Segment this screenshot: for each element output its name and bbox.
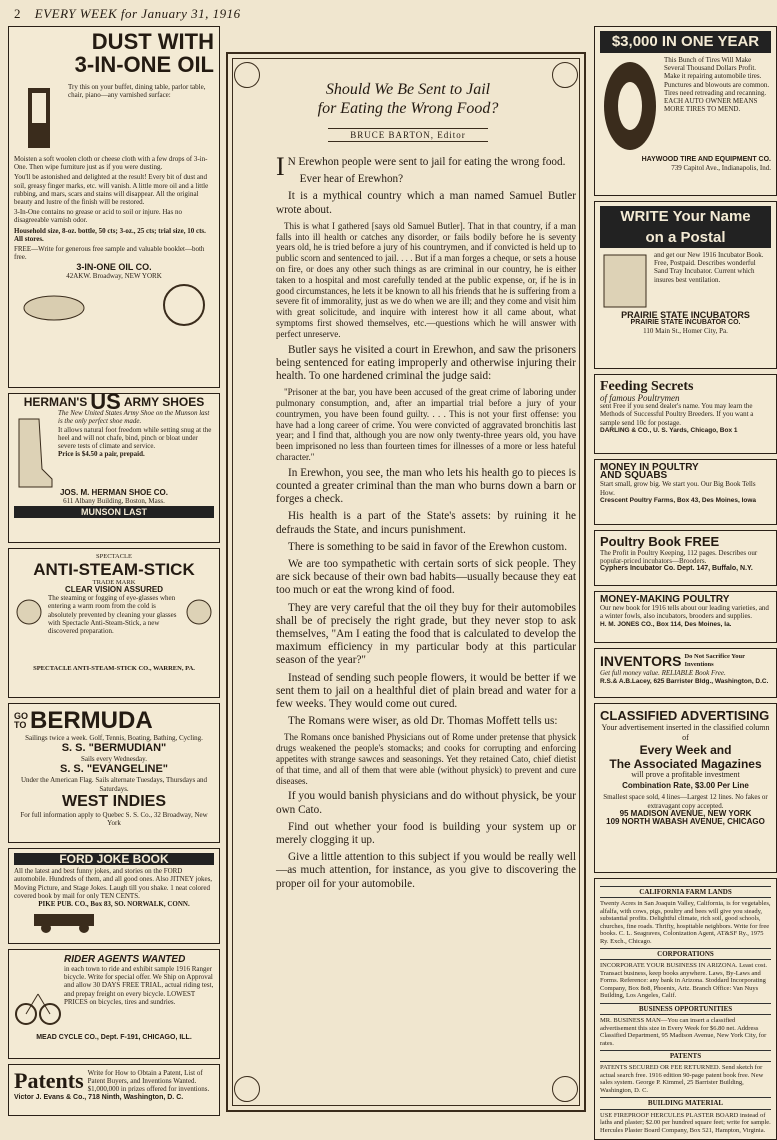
stick-headline: ANTI-STEAM-STICK bbox=[33, 559, 195, 579]
west-indies-headline: WEST INDIES bbox=[61, 792, 166, 810]
ad-classified bbox=[594, 703, 777, 873]
money-headline-2: AND SQUABS bbox=[600, 470, 668, 482]
rider-text: in each town to ride and exhibit sample 1916 Ranger bicycle. Write for special offer. We Ship on Approval and allow 30 DAYS FREE TRIAL, actual riding test, and prepay freight on every bicycle. LOWEST PRICES on bicycles, tires and sundries. bbox=[64, 965, 214, 1006]
hand-bottle-icon bbox=[14, 83, 64, 153]
shoes-headline-1: HERMAN'S bbox=[23, 395, 88, 409]
tires-company: HAYWOOD TIRE AND EQUIPMENT CO. bbox=[641, 156, 771, 163]
article-paragraph: They are very careful that the oil they buy for their automobiles shall be of precisely the right grade, but they never stop to ask themselves, "Am I eating the food that is calculated to develop the maximum efficiency in my particular body at this particular season of the year?" bbox=[276, 601, 576, 667]
article-title-line-1: Should We Be Sent to Jail bbox=[325, 81, 491, 98]
listing-heading: PATENTS bbox=[600, 1050, 771, 1062]
article-quote: "Prisoner at the bar, you have been accused of the great crime of laboring under pulmonary consumption, and, after an impartial trial before a jury of your countrymen, you have been found guilty. . . . This is not your first offense: you have had a long career of crime. You were convicted of aggravated bronchitis last year; and I find that, although you are now only twenty-three years old, you have been imprisoned no less than fourteen times for illnesses of a more or less hateful character." bbox=[276, 387, 576, 462]
tires-text: This Bunch of Tires Will Make Several Thousand Dollars Profit. Make it repairing automobile tires. Punctures and blowouts are common. Tires need retreading and recanning. EACH AUTO OWNER MEANS MORE TIRES TO MEND. bbox=[664, 56, 770, 114]
listing-text: USE FIREPROOF HERCULES PLASTER BOARD instead of laths and plaster; $2.00 per hundred square feet; write for sample. Hercules Plaster Board Company, Box 521, Hampton, Virginia. bbox=[600, 1111, 771, 1134]
patents-company: Victor J. Evans & Co., 718 Ninth, Washington, D. C. bbox=[14, 1093, 184, 1101]
bermuda-text-2: For full information apply to Quebec S. S. Co., 32 Broadway, New York bbox=[20, 810, 208, 828]
poultrybook-headline: Poultry Book FREE bbox=[600, 534, 720, 549]
article-paragraph: His health is a part of the State's assets: by ruining it he defrauds the State, and incurs punishment. bbox=[276, 510, 576, 536]
money-headline-1: MONEY IN POULTRY bbox=[600, 462, 699, 473]
ornament-icon bbox=[552, 1076, 578, 1102]
listing-heading: CALIFORNIA FARM LANDS bbox=[600, 886, 771, 898]
ad-tire-repair bbox=[594, 26, 777, 196]
classified-rate: Combination Rate, $3.00 Per Line bbox=[622, 781, 749, 791]
oil-text-5: Household size, 8-oz. bottle, 50 cts; 3-oz., 25 cts; trial size, 10 cts. All stores. bbox=[14, 226, 206, 243]
feeding-sub: of famous Poultrymen bbox=[600, 393, 680, 403]
tires-headline: $3,000 IN ONE YEAR bbox=[600, 31, 771, 53]
article-paragraph: If you would banish physicians and do without physick, be your own Cato. bbox=[276, 790, 576, 816]
classified-text-2: will prove a profitable investment bbox=[631, 770, 740, 779]
bermuda-text-1: Sailings twice a week. Golf, Tennis, Boating, Bathing, Cycling. bbox=[25, 734, 203, 742]
joke-headline: FORD JOKE BOOK bbox=[14, 853, 214, 865]
left-ad-column bbox=[8, 26, 220, 1116]
inventors-company: R.S.& A.B.Lacey, 625 Barrister Bldg., Washington, D.C. bbox=[600, 677, 769, 685]
ad-prairie-state bbox=[594, 201, 777, 369]
poultrybook-text: The Profit in Poultry Keeping, 112 pages. Describes our popular-priced incubators—Brooders. bbox=[600, 549, 758, 566]
ad-rider-agents bbox=[8, 949, 220, 1059]
page-title: EVERY WEEK for January 31, 1916 bbox=[34, 6, 241, 21]
money-text: Start small, grow big. We start you. Our Big Book Tells How. bbox=[600, 480, 756, 497]
car-icon bbox=[14, 908, 214, 934]
shoes-headline-2: US bbox=[90, 389, 121, 414]
article-paragraph: Instead of sending such people flowers, it would be better if we sent them to jail on a healthful diet of plain bread and water for a few weeks. They would come out cured. bbox=[276, 671, 576, 711]
postal-address: 110 Main St., Homer City, Pa. bbox=[643, 327, 728, 336]
oil-headline-2: 3-IN-ONE OIL bbox=[74, 52, 214, 77]
poultrybook-company: Cyphers Incubator Co. Dept. 147, Buffalo, N.Y. bbox=[600, 565, 753, 573]
article-paragraph: There is something to be said in favor of the Erewhon custom. bbox=[288, 540, 567, 553]
oil-headline-1: DUST WITH bbox=[91, 29, 214, 54]
shoes-company: JOS. M. HERMAN SHOE CO. bbox=[59, 488, 168, 498]
oil-address: 42AKW. Broadway, NEW YORK bbox=[66, 271, 162, 280]
article-paragraph: Butler says he visited a court in Erewhon, and saw the prisoners being sentenced for eating improperly and otherwise injuring their health. To one hardened criminal the judge said: bbox=[276, 343, 576, 382]
listing-heading: CORPORATIONS bbox=[600, 948, 771, 960]
article-paragraph: Give a little attention to this subject if you would be really well—as much attention, for instance, as you give to discovering the proper oil for your automobile. bbox=[276, 851, 576, 890]
drop-cap: I bbox=[276, 152, 285, 181]
catalog-icon bbox=[600, 251, 650, 311]
inventors-sub: Do Not Sacrifice Your Inventions bbox=[684, 653, 745, 669]
stick-text-1: The steaming or fogging of eye-glasses when entering a warm room from the cold is absolutely prevented by cleaning your glasses with Spectacle Anti-Steam-Stick, a new discovered preparation. bbox=[48, 594, 177, 636]
listing-text: Twenty Acres in San Joaquin Valley, California, is for vegetables, alfalfa, with cows, pigs, poultry and bees will give you steady, substantial profits. Delightful climate, rich soil, good schools, churches, fine roads. Thrifty, hospitable neighbors. Write for free books. C. L. Seagraves, Colonization Agent, AT&SF Ry., 1975 Ry. Exch., Chicago. bbox=[600, 900, 771, 945]
editorial-article bbox=[226, 52, 586, 1112]
feeding-text: sent Free if you send dealer's name. You may learn the Methods of Successful Poultry Breeders. If you want a sample send 10c for postage. bbox=[600, 402, 754, 427]
bicycle-icon bbox=[14, 954, 60, 1034]
article-paragraph: We are too sympathetic with certain sorts of sick people. They are sick because of their own bad habits—usually because they eat too much or eat the wrong kind of food. bbox=[276, 557, 576, 597]
inventors-text: Get full money value. RELIABLE Book Free. bbox=[600, 669, 726, 678]
classified-headline: CLASSIFIED ADVERTISING bbox=[600, 708, 770, 723]
listing-heading: BUSINESS OPPORTUNITIES bbox=[600, 1003, 771, 1015]
ad-poultry-book bbox=[594, 530, 777, 586]
face-icon-2 bbox=[184, 594, 214, 634]
moneymaking-company: H. M. JONES CO., Box 114, Des Moines, Ia. bbox=[600, 620, 732, 628]
postal-name: PRAIRIE STATE INCUBATORS bbox=[621, 310, 750, 320]
feeding-company: DARLING & CO., U. S. Yards, Chicago, Box 1 bbox=[600, 426, 738, 434]
ad-inventors bbox=[594, 648, 777, 698]
bermuda-goto: GO TO bbox=[14, 711, 29, 730]
article-paragraph: It is a mythical country which a man named Samuel Butler wrote about. bbox=[276, 190, 576, 216]
tire-icon bbox=[600, 56, 660, 156]
listing-text: MR. BUSINESS MAN—You can insert a classified advertisement this size in Every Week for $6.80 net. Address Classified Department, 95 Madison Avenue, New York City, for rates. bbox=[600, 1017, 767, 1047]
oil-text-3: You'll be astonished and delighted at the result! Every bit of dust and soil, greasy finger marks, etc. will vanish. A little more oil and a little rubbing, and mars, scars and stains will disappear. All the original beauty and lustre of the finish will be restored. bbox=[14, 173, 209, 207]
right-ad-column bbox=[594, 26, 777, 1134]
listing-corporations bbox=[600, 948, 771, 1000]
bermuda-ship-1: S. S. "BERMUDIAN" bbox=[61, 742, 167, 755]
classified-text-3: Smallest space sold, 4 lines—Largest 12 lines. No fakes or extravagant copy accepted. bbox=[603, 793, 768, 810]
postal-company: PRAIRIE STATE INCUBATOR CO. bbox=[630, 319, 741, 327]
face-icon bbox=[14, 594, 44, 634]
bermuda-ship-2: S. S. "EVANGELINE" bbox=[59, 763, 169, 776]
money-company: Crescent Poultry Farms, Box 43, Des Moines, Iowa bbox=[600, 496, 757, 504]
listing-heading: BUILDING MATERIAL bbox=[600, 1097, 771, 1109]
inventors-headline: INVENTORS bbox=[600, 653, 682, 670]
ad-herman-shoes bbox=[8, 389, 220, 543]
ad-bermuda bbox=[8, 703, 220, 843]
feeding-headline: Feeding Secrets bbox=[600, 379, 694, 394]
listing-building bbox=[600, 1097, 771, 1134]
shoe-icon bbox=[14, 409, 54, 489]
classified-listings bbox=[594, 878, 777, 1140]
ad-anti-steam-stick bbox=[8, 548, 220, 698]
listing-text: PATENTS SECURED OR FEE RETURNED. Send sketch for actual search free. 1916 edition 90-page patent book free. New sales system. George P. Kimmel, 25 Barrister Building, Washington, D. C. bbox=[600, 1064, 764, 1094]
article-byline: BRUCE BARTON, Editor bbox=[328, 128, 488, 142]
listing-business bbox=[600, 1003, 771, 1047]
ornament-icon bbox=[234, 1076, 260, 1102]
listing-text: INCORPORATE YOUR BUSINESS IN ARIZONA. Least cost. Transact business, keep books anywhere. Laws, By-Laws and Forms. Reference: any bank in Arizona. Stoddard Incorporating Company, Box 8o8, Phoenix, Ariz. Branch Office: Van Nuys Building, Los Angeles, Calif. bbox=[600, 962, 767, 1000]
ornament-icon bbox=[234, 62, 260, 88]
article-paragraph: Ever hear of Erewhon? bbox=[299, 173, 404, 186]
moneymaking-text: Our new book for 1916 tells about our leading varieties, and a winter fowls, also incubators, brooders and supplies. bbox=[600, 604, 769, 621]
joke-company: PIKE PUB. CO., Box 83, SO. NORWALK, CONN. bbox=[38, 900, 190, 909]
stick-sub: SPECTACLE bbox=[96, 553, 132, 560]
moneymaking-headline: MONEY-MAKING POULTRY bbox=[600, 594, 730, 605]
article-paragraph: The Romans were wiser, as old Dr. Thomas Moffett tells us: bbox=[288, 715, 558, 728]
article-quote: This is what I gathered [says old Samuel Butler]. That in that country, if a man falls into ill health or catches any disorder, or fails bodily before he is seventy years old, he is tried before a jury of his countrymen, and if convicted is held up to public scorn and sentenced to jail. . . . But if a man forges a cheque, or sets a house on fire, or does any other such things as are criminal in our country, he is either taken to a hospital and most carefully tended at the public expense, or, if he is in good circumstances, he lets it be known to all his friends that he is suffering from a severe fit of immorality, just as we do when we are ill; and they come and visit him with great solicitude, and inquire with interest how it all came about, what symptoms first showed themselves, etc.—questions which he will answer with perfect unreserve. bbox=[276, 220, 576, 339]
oil-company: 3-IN-ONE OIL CO. bbox=[76, 262, 152, 273]
article-body bbox=[276, 152, 576, 986]
flower-icon bbox=[14, 280, 214, 330]
postal-text: and get our New 1916 Incubator Book. Free, Postpaid. Describes wonderful Sand Tray Incubator. Current which insures best ventilation. bbox=[654, 251, 764, 284]
classified-addr-1: 95 MADISON AVENUE, NEW YORK bbox=[619, 808, 752, 818]
tires-address: 739 Capitol Ave., Indianapolis, Ind. bbox=[671, 164, 771, 173]
postal-headline-2: on a Postal bbox=[600, 227, 771, 248]
shoes-footer: MUNSON LAST bbox=[14, 506, 214, 518]
patents-text: Write for How to Obtain a Patent, List of Patent Buyers, and Inventions Wanted. $1,000,000 in prizes offered for inventions. bbox=[87, 1069, 210, 1094]
oil-text-6: FREE—Write for generous free sample and valuable booklet—both free. bbox=[14, 245, 205, 262]
shoes-text-1: The New United States Army Shoe on the Munson last is the only perfect shoe made. bbox=[58, 409, 210, 426]
bermuda-sails-1: Sails every Wednesday. bbox=[81, 755, 147, 764]
stick-clear: CLEAR VISION ASSURED bbox=[65, 585, 163, 594]
shoes-headline-3: ARMY SHOES bbox=[123, 395, 205, 409]
stick-footer: SPECTACLE ANTI-STEAM-STICK CO., WARREN, PA. bbox=[33, 665, 195, 673]
article-paragraph: In Erewhon, you see, the man who lets his health go to pieces is counted a greater criminal than the man who burns down a barn or forges a check. bbox=[276, 466, 576, 506]
ad-feeding-secrets bbox=[594, 374, 777, 454]
classified-text-1: Your advertisement inserted in the classified column of bbox=[601, 723, 770, 742]
article-title bbox=[258, 80, 558, 118]
page-header bbox=[14, 6, 241, 22]
shoes-text-2: It allows natural foot freedom while setting snug at the heel and will not chafe, bind, pinch or bloat under severe tests of climate and service. bbox=[58, 425, 212, 451]
listing-patents bbox=[600, 1050, 771, 1094]
oil-text-2: Moisten a soft woolen cloth or cheese cloth with a few drops of 3-in-One. Then wipe furniture just as if you were dusting. bbox=[14, 155, 208, 172]
article-paragraph: N Erewhon people were sent to jail for eating the wrong food. bbox=[287, 156, 566, 168]
classified-pub-1: Every Week and bbox=[639, 743, 732, 757]
ad-money-poultry bbox=[594, 459, 777, 525]
article-paragraph: Find out whether your food is building your system up or merely clogging it up. bbox=[276, 820, 576, 847]
ad-patents bbox=[8, 1064, 220, 1116]
ad-money-making-poultry bbox=[594, 591, 777, 643]
article-quote: The Romans once banished Physicians out of Rome under pretense that physick drugs weakened the people's stomacks; and cooks for corrupting and enforcing appetites with strange sawces and seasonings. Yet they retained Cato, chief dietist of that time, and all of them that were able (without physick) to prevent and cure diseases. bbox=[276, 732, 576, 786]
patents-headline: Patents bbox=[14, 1068, 84, 1094]
stick-trade: TRADE MARK bbox=[92, 578, 136, 586]
rider-company: MEAD CYCLE CO., Dept. F-191, CHICAGO, ILL. bbox=[36, 1034, 192, 1041]
shoes-address: 611 Albany Building, Boston, Mass. bbox=[63, 497, 165, 506]
oil-text-1: Try this on your buffet, dining table, parlor table, chair, piano—any varnished surface: bbox=[68, 83, 206, 100]
joke-text: All the latest and best funny jokes, and stories on the FORD automobile. Hundreds of them, and all good ones. Also JITNEY jokes, Moving Picture, and Stage Jokes. Laugh till you shake. 1 neat colored covered book by mail for only TEN CENTS. bbox=[14, 867, 213, 900]
ad-3-in-one-oil bbox=[8, 26, 220, 388]
page-number: 2 bbox=[14, 6, 21, 21]
shoes-text-3: Price is $4.50 a pair, prepaid. bbox=[58, 450, 145, 459]
bermuda-headline: BERMUDA bbox=[30, 707, 153, 734]
bermuda-sails-2: Under the American Flag. Sails alternate Tuesdays, Thursdays and Saturdays. bbox=[20, 776, 208, 793]
postal-headline-1: WRITE Your Name bbox=[600, 206, 771, 227]
classified-pub-2: The Associated Magazines bbox=[609, 757, 762, 771]
listing-california bbox=[600, 886, 771, 945]
rider-headline: RIDER AGENTS WANTED bbox=[64, 954, 186, 965]
oil-text-4: 3-In-One contains no grease or acid to soil or injure. Has no disagreeable varnish odor. bbox=[14, 208, 182, 225]
article-title-line-2: for Eating the Wrong Food? bbox=[317, 100, 499, 117]
classified-addr-2: 109 NORTH WABASH AVENUE, CHICAGO bbox=[606, 817, 765, 827]
ad-ford-joke-book bbox=[8, 848, 220, 944]
